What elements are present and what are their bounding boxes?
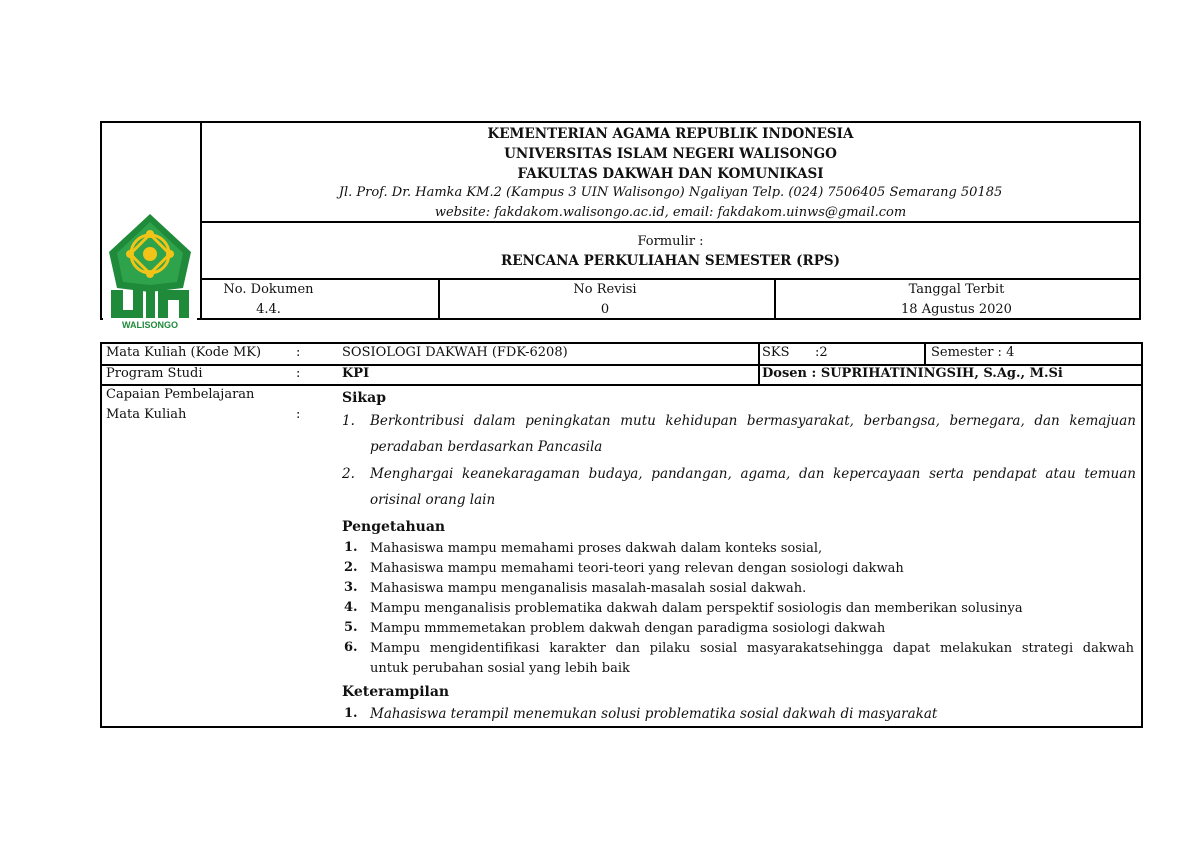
institution-faculty: FAKULTAS DAKWAH DAN KOMUNIKASI (517, 166, 824, 182)
faculty-website: website: fakdakom.walisongo.ac.id, email: fakdakom.uinws@gmail.com (434, 205, 907, 220)
revision-value: 0 (600, 302, 610, 317)
pengetahuan-item-1: Mahasiswa mampu memahami proses dakwah dalam konteks sosial, (370, 541, 823, 556)
pengetahuan-item-2: Mahasiswa mampu memahami teori-teori yang relevan dengan sosiologi dakwah (370, 561, 904, 576)
sikap-item-1-line2: peradaban berdasarkan Pancasila (370, 439, 603, 455)
sks-value: :2 (815, 345, 828, 360)
issue-date-label: Tanggal Terbit (908, 282, 1005, 297)
faculty-address: Jl. Prof. Dr. Hamka KM.2 (Kampus 3 UIN Walisongo) Ngaliyan Telp. (024) 7506405 Semarang 50185 (338, 185, 1003, 200)
form-title: RENCANA PERKULIAHAN SEMESTER (RPS) (501, 253, 840, 269)
semester: Semester : 4 (931, 345, 1015, 360)
doc-number-label: No. Dokumen (223, 282, 314, 297)
pengetahuan-item-6-line1: Mampu mengidentifikasi karakter dan pilaku sosial masyarakatsehingga dapat melakukan strategi dakwah (370, 641, 1134, 656)
sikap-item-2-line2: orisinal orang lain (370, 492, 496, 508)
revision-label: No Revisi (573, 282, 637, 297)
pengetahuan-item-num: 1. (344, 540, 358, 555)
pengetahuan-item-num: 3. (344, 580, 358, 595)
lecturer: Dosen : SUPRIHATININGSIH, S.Ag., M.Si (762, 366, 1063, 381)
course-value: SOSIOLOGI DAKWAH (FDK-6208) (342, 345, 568, 360)
pengetahuan-item-num: 5. (344, 620, 358, 635)
sikap-item-num: 2. (342, 466, 355, 482)
keterampilan-item-num: 1. (344, 706, 358, 721)
doc-number-value: 4.4. (256, 302, 281, 317)
walisongo-emblem-icon (103, 210, 197, 332)
pengetahuan-item-num: 2. (344, 560, 358, 575)
institution-ministry: KEMENTERIAN AGAMA REPUBLIK INDONESIA (487, 126, 854, 142)
pengetahuan-item-num: 6. (344, 640, 358, 655)
program-value: KPI (342, 366, 370, 381)
cpmk-label-line1: Capaian Pembelajaran (106, 387, 255, 402)
sks-label: SKS (762, 345, 790, 360)
program-label: Program Studi (106, 366, 203, 381)
cpmk-label-line2: Mata Kuliah (106, 407, 187, 422)
sikap-item-1-line1: Berkontribusi dalam peningkatan mutu kehidupan bermasyarakat, berbangsa, bernegara, dan kemajuan (370, 413, 1136, 429)
keterampilan-item-1: Mahasiswa terampil menemukan solusi problematika sosial dakwah di masyarakat (370, 706, 938, 722)
pengetahuan-item-4: Mampu menganalisis problematika dakwah dalam perspektif sosiologis dan memberikan solusinya (370, 601, 1023, 616)
pengetahuan-heading: Pengetahuan (342, 519, 446, 535)
pengetahuan-item-3: Mahasiswa mampu menganalisis masalah-masalah sosial dakwah. (370, 581, 807, 596)
sikap-item-num: 1. (342, 413, 355, 429)
pengetahuan-item-6-line2: untuk perubahan sosial yang lebih baik (370, 661, 630, 676)
sikap-item-2-line1: Menghargai keanekaragaman budaya, pandangan, agama, dan kepercayaan serta pendapat atau temuan (370, 466, 1136, 482)
program-colon: : (296, 366, 301, 381)
pengetahuan-item-num: 4. (344, 600, 358, 615)
form-label: Formulir : (637, 234, 704, 249)
logo-caption: WALISONGO (122, 320, 178, 330)
cpmk-colon: : (296, 407, 301, 422)
pengetahuan-item-5: Mampu mmmemetakan problem dakwah dengan paradigma sosiologi dakwah (370, 621, 886, 636)
sikap-heading: Sikap (342, 390, 386, 406)
institution-university: UNIVERSITAS ISLAM NEGERI WALISONGO (504, 146, 837, 162)
issue-date-value: 18 Agustus 2020 (901, 302, 1012, 317)
university-logo (103, 210, 197, 332)
course-label: Mata Kuliah (Kode MK) (106, 345, 262, 360)
keterampilan-heading: Keterampilan (342, 684, 450, 700)
course-colon: : (296, 345, 301, 360)
